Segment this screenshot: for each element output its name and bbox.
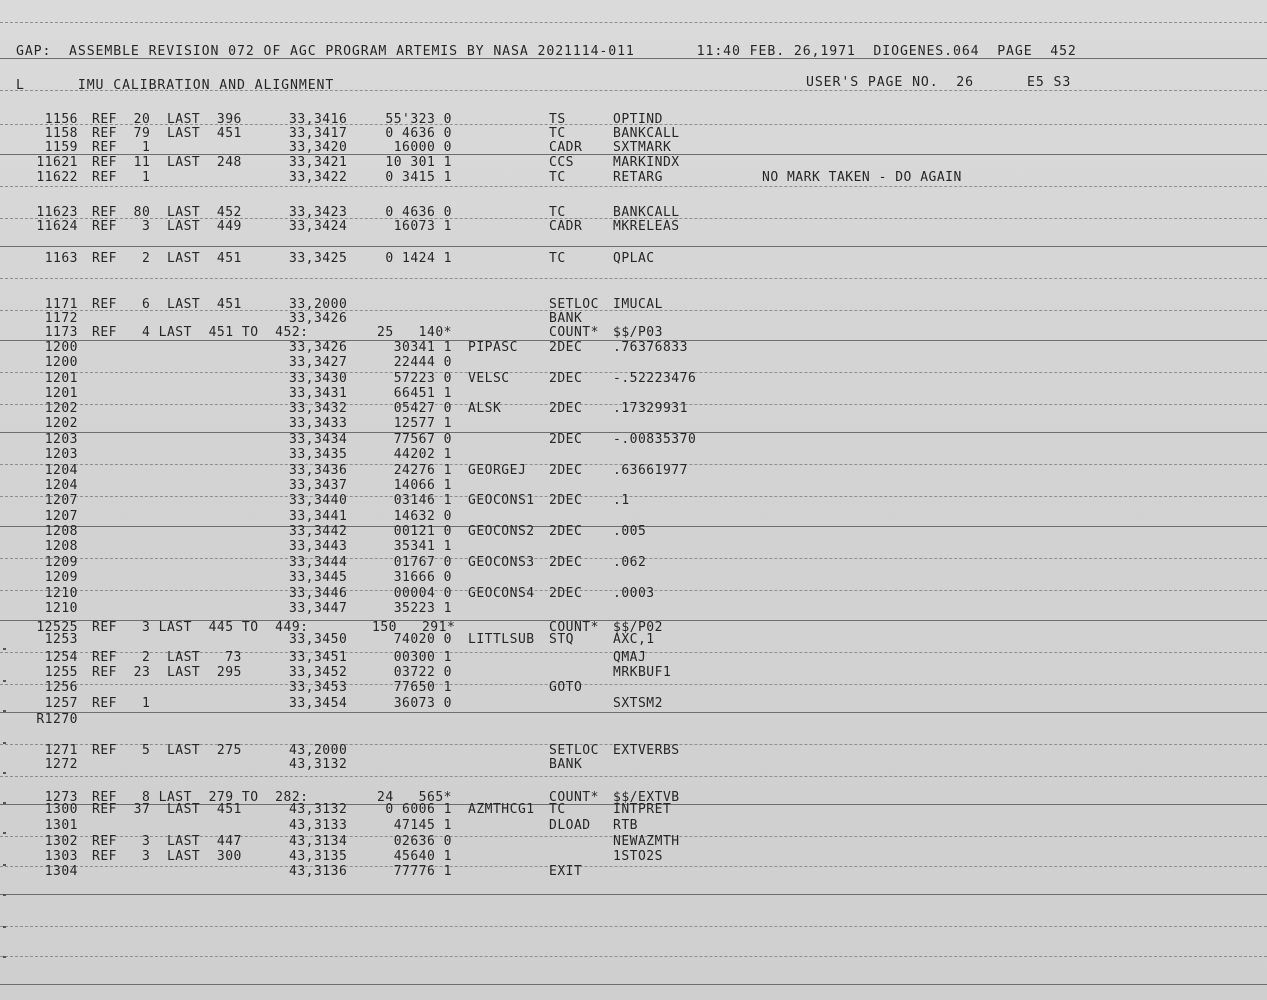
- reference-field: REF 3 LAST 445 TO 449:: [92, 620, 309, 635]
- listing-row: [0, 586, 1267, 601]
- reference-field: REF 20 LAST 396: [92, 112, 242, 127]
- octal-value: 16073 1: [393, 219, 452, 234]
- octal-value: 02636 0: [393, 834, 452, 849]
- operand: OPTIND: [613, 112, 663, 127]
- opcode: 2DEC: [549, 463, 583, 478]
- operand: RETARG: [613, 170, 663, 185]
- listing-row: [0, 355, 1267, 370]
- line-number: 1156: [44, 112, 78, 127]
- listing-row: [0, 818, 1267, 833]
- address-field: 33,3436: [289, 463, 348, 478]
- reference-field: REF 1: [92, 170, 151, 185]
- octal-value: 47145 1: [393, 818, 452, 833]
- opcode: COUNT*: [549, 790, 599, 805]
- opcode: STQ: [549, 632, 574, 647]
- address-field: 33,3434: [289, 432, 348, 447]
- octal-value: 03722 0: [393, 665, 452, 680]
- line-number: 1163: [44, 251, 78, 266]
- listing-row: [0, 416, 1267, 431]
- listing-row: [0, 219, 1267, 234]
- listing-row: [0, 834, 1267, 849]
- operand: .1: [613, 493, 630, 508]
- line-number: 1201: [44, 386, 78, 401]
- opcode: BANK: [549, 757, 583, 772]
- address-field: 33,3424: [289, 219, 348, 234]
- listing-row: [0, 401, 1267, 416]
- listing-row: [0, 432, 1267, 447]
- octal-value: 150 291*: [372, 620, 456, 635]
- address-field: 33,3420: [289, 140, 348, 155]
- listing-row: [0, 864, 1267, 879]
- listing-row: [0, 680, 1267, 695]
- symbol-label: GEORGEJ: [468, 463, 527, 478]
- reference-field: REF 37 LAST 451: [92, 802, 242, 817]
- opcode: CCS: [549, 155, 574, 170]
- paper-rule: [0, 984, 1267, 985]
- line-number: 11622: [36, 170, 78, 185]
- operand: MKRELEAS: [613, 219, 680, 234]
- address-field: 33,3446: [289, 586, 348, 601]
- paper-rule: [0, 186, 1267, 187]
- address-field: 33,3417: [289, 126, 348, 141]
- octal-value: 00300 1: [393, 650, 452, 665]
- opcode: TC: [549, 126, 566, 141]
- symbol-label: AZMTHCG1: [468, 802, 535, 817]
- octal-value: 31666 0: [393, 570, 452, 585]
- line-number: 1273: [44, 790, 78, 805]
- address-field: 43,3135: [289, 849, 348, 864]
- operand: .062: [613, 555, 647, 570]
- address-field: 33,3431: [289, 386, 348, 401]
- operand: 1STO2S: [613, 849, 663, 864]
- reference-field: REF 3 LAST 300: [92, 849, 242, 864]
- line-number: 1202: [44, 416, 78, 431]
- line-number: 1204: [44, 478, 78, 493]
- listing-row: [0, 493, 1267, 508]
- operand: .76376833: [613, 340, 688, 355]
- listing-row: [0, 743, 1267, 758]
- octal-value: 55'323 0: [385, 112, 452, 127]
- octal-value: 57223 0: [393, 371, 452, 386]
- listing-row: [0, 155, 1267, 170]
- line-number: 1171: [44, 297, 78, 312]
- address-field: 33,3440: [289, 493, 348, 508]
- operand: MRKBUF1: [613, 665, 672, 680]
- reference-field: REF 80 LAST 452: [92, 205, 242, 220]
- address-field: 33,3443: [289, 539, 348, 554]
- address-field: 33,3450: [289, 632, 348, 647]
- opcode: CADR: [549, 140, 583, 155]
- line-number: 1200: [44, 355, 78, 370]
- octal-value: 01767 0: [393, 555, 452, 570]
- listing-row: [0, 849, 1267, 864]
- operand: $$/P02: [613, 620, 663, 635]
- listing-row: [0, 340, 1267, 355]
- operand: IMUCAL: [613, 297, 663, 312]
- opcode: 2DEC: [549, 555, 583, 570]
- paper-rule: [0, 926, 1267, 927]
- listing-row: [0, 297, 1267, 312]
- octal-value: 44202 1: [393, 447, 452, 462]
- operand: $$/P03: [613, 325, 663, 340]
- opcode: 2DEC: [549, 586, 583, 601]
- listing-row: [0, 757, 1267, 772]
- octal-value: 0 1424 1: [385, 251, 452, 266]
- opcode: 2DEC: [549, 524, 583, 539]
- opcode: SETLOC: [549, 743, 599, 758]
- reference-field: REF 5 LAST 275: [92, 743, 242, 758]
- listing-row: [0, 311, 1267, 326]
- octal-value: 74020 0: [393, 632, 452, 647]
- listing-row: [0, 463, 1267, 478]
- operand: -.52223476: [613, 371, 697, 386]
- octal-value: 24 565*: [377, 790, 452, 805]
- reference-field: REF 23 LAST 295: [92, 665, 242, 680]
- octal-value: 35341 1: [393, 539, 452, 554]
- line-number: 1200: [44, 340, 78, 355]
- address-field: 33,3426: [289, 340, 348, 355]
- line-number: 1208: [44, 524, 78, 539]
- octal-value: 10 301 1: [385, 155, 452, 170]
- operand: QMAJ: [613, 650, 647, 665]
- margin-mark: [3, 894, 6, 896]
- reference-field: REF 3 LAST 447: [92, 834, 242, 849]
- address-field: 33,3445: [289, 570, 348, 585]
- line-number: 1203: [44, 432, 78, 447]
- opcode: TC: [549, 170, 566, 185]
- line-number: 1254: [44, 650, 78, 665]
- paper-rule: [0, 22, 1267, 23]
- address-field: 33,3433: [289, 416, 348, 431]
- listing-row: [0, 126, 1267, 141]
- address-field: 43,3136: [289, 864, 348, 879]
- listing-row: [0, 570, 1267, 585]
- listing-row: [0, 325, 1267, 340]
- octal-value: 0 3415 1: [385, 170, 452, 185]
- listing-row: [0, 371, 1267, 386]
- line-number: 11623: [36, 205, 78, 220]
- opcode: BANK: [549, 311, 583, 326]
- operand: AXC,1: [613, 632, 655, 647]
- reference-field: REF 3 LAST 449: [92, 219, 242, 234]
- listing-row: [0, 251, 1267, 266]
- address-field: 33,3451: [289, 650, 348, 665]
- opcode: TS: [549, 112, 566, 127]
- symbol-label: VELSC: [468, 371, 510, 386]
- line-number: 1210: [44, 586, 78, 601]
- line-number: 1256: [44, 680, 78, 695]
- octal-value: 35223 1: [393, 601, 452, 616]
- octal-value: 0 4636 0: [385, 126, 452, 141]
- line-number: 1255: [44, 665, 78, 680]
- opcode: TC: [549, 251, 566, 266]
- operand: SXTMARK: [613, 140, 672, 155]
- line-number: 1257: [44, 696, 78, 711]
- line-number: 1209: [44, 555, 78, 570]
- octal-value: 00004 0: [393, 586, 452, 601]
- operand: .63661977: [613, 463, 688, 478]
- octal-value: 36073 0: [393, 696, 452, 711]
- line-number: R1270: [36, 712, 78, 727]
- reference-field: REF 1: [92, 696, 151, 711]
- opcode: 2DEC: [549, 371, 583, 386]
- opcode: EXIT: [549, 864, 583, 879]
- address-field: 33,3432: [289, 401, 348, 416]
- margin-mark: [3, 956, 6, 958]
- listing-row: [0, 386, 1267, 401]
- octal-value: 14632 0: [393, 509, 452, 524]
- address-field: 33,3437: [289, 478, 348, 493]
- address-field: 33,3442: [289, 524, 348, 539]
- octal-value: 12577 1: [393, 416, 452, 431]
- reference-field: REF 11 LAST 248: [92, 155, 242, 170]
- octal-value: 77567 0: [393, 432, 452, 447]
- paper-rule: [0, 956, 1267, 957]
- symbol-label: ALSK: [468, 401, 502, 416]
- address-field: 33,3425: [289, 251, 348, 266]
- listing-row: [0, 539, 1267, 554]
- line-number: 1303: [44, 849, 78, 864]
- octal-value: 66451 1: [393, 386, 452, 401]
- octal-value: 00121 0: [393, 524, 452, 539]
- line-number: 1204: [44, 463, 78, 478]
- line-number: 1158: [44, 126, 78, 141]
- listing-row: [0, 802, 1267, 817]
- line-number: 1201: [44, 371, 78, 386]
- octal-value: 14066 1: [393, 478, 452, 493]
- line-number: 1210: [44, 601, 78, 616]
- octal-value: 77650 1: [393, 680, 452, 695]
- line-number: 1207: [44, 509, 78, 524]
- opcode: DLOAD: [549, 818, 591, 833]
- listing-row: [0, 696, 1267, 711]
- listing-row: [0, 524, 1267, 539]
- paper-rule: [0, 894, 1267, 895]
- octal-value: 16000 0: [393, 140, 452, 155]
- opcode: GOTO: [549, 680, 583, 695]
- listing-row: [0, 170, 1267, 185]
- line-number: 11624: [36, 219, 78, 234]
- paper-rule: [0, 278, 1267, 279]
- listing-row: [0, 112, 1267, 127]
- paper-rule: [0, 776, 1267, 777]
- listing-row: [0, 205, 1267, 220]
- listing-row: [0, 509, 1267, 524]
- section-title: L IMU CALIBRATION AND ALIGNMENT: [16, 78, 335, 93]
- operand: EXTVERBS: [613, 743, 680, 758]
- address-field: 43,3133: [289, 818, 348, 833]
- listing-row: [0, 140, 1267, 155]
- address-field: 33,2000: [289, 297, 348, 312]
- symbol-label: GEOCONS2: [468, 524, 535, 539]
- octal-value: 22444 0: [393, 355, 452, 370]
- operand: RTB: [613, 818, 638, 833]
- reference-field: REF 1: [92, 140, 151, 155]
- line-number: 11621: [36, 155, 78, 170]
- octal-value: 25 140*: [377, 325, 452, 340]
- octal-value: 30341 1: [393, 340, 452, 355]
- octal-value: 77776 1: [393, 864, 452, 879]
- opcode: TC: [549, 802, 566, 817]
- listing-row: [0, 650, 1267, 665]
- address-field: 33,3430: [289, 371, 348, 386]
- address-field: 33,3454: [289, 696, 348, 711]
- octal-value: 45640 1: [393, 849, 452, 864]
- address-field: 33,3452: [289, 665, 348, 680]
- reference-field: REF 4 LAST 451 TO 452:: [92, 325, 309, 340]
- listing-row: [0, 478, 1267, 493]
- address-field: 33,3453: [289, 680, 348, 695]
- octal-value: 0 6006 1: [385, 802, 452, 817]
- listing-row: [0, 665, 1267, 680]
- opcode: 2DEC: [549, 432, 583, 447]
- address-field: 33,3447: [289, 601, 348, 616]
- listing-row: [0, 712, 1267, 727]
- operand: NEWAZMTH: [613, 834, 680, 849]
- listing-row: [0, 555, 1267, 570]
- operand: .0003: [613, 586, 655, 601]
- line-number: 1207: [44, 493, 78, 508]
- line-number: 1203: [44, 447, 78, 462]
- symbol-label: PIPASC: [468, 340, 518, 355]
- address-field: 33,3422: [289, 170, 348, 185]
- operand: QPLAC: [613, 251, 655, 266]
- margin-mark: [3, 926, 6, 928]
- address-field: 33,3441: [289, 509, 348, 524]
- opcode: CADR: [549, 219, 583, 234]
- operand: .17329931: [613, 401, 688, 416]
- address-field: 43,3132: [289, 802, 348, 817]
- reference-field: REF 6 LAST 451: [92, 297, 242, 312]
- address-field: 33,3444: [289, 555, 348, 570]
- opcode: 2DEC: [549, 493, 583, 508]
- address-field: 33,3421: [289, 155, 348, 170]
- line-number: 1272: [44, 757, 78, 772]
- listing-header: GAP: ASSEMBLE REVISION 072 OF AGC PROGRAM ARTEMIS BY NASA 2021114-011 11:40 FEB. 26,1971 DIOGENES.064 PAGE 452: [16, 44, 1077, 59]
- opcode: SETLOC: [549, 297, 599, 312]
- opcode: 2DEC: [549, 340, 583, 355]
- listing-row: [0, 447, 1267, 462]
- address-field: 43,2000: [289, 743, 348, 758]
- octal-value: 24276 1: [393, 463, 452, 478]
- address-field: 43,3132: [289, 757, 348, 772]
- operand: $$/EXTVB: [613, 790, 680, 805]
- operand: SXTSM2: [613, 696, 663, 711]
- listing-row: [0, 632, 1267, 647]
- paper-rule: [0, 246, 1267, 247]
- address-field: 33,3416: [289, 112, 348, 127]
- line-number: 1302: [44, 834, 78, 849]
- line-number: 1208: [44, 539, 78, 554]
- line-number: 1300: [44, 802, 78, 817]
- opcode: COUNT*: [549, 620, 599, 635]
- reference-field: REF 2 LAST 73: [92, 650, 242, 665]
- symbol-label: GEOCONS3: [468, 555, 535, 570]
- octal-value: 0 4636 0: [385, 205, 452, 220]
- line-number: 1301: [44, 818, 78, 833]
- reference-field: REF 8 LAST 279 TO 282:: [92, 790, 309, 805]
- users-page-number: USER'S PAGE NO. 26 E5 S3: [806, 75, 1072, 90]
- operand: BANKCALL: [613, 205, 680, 220]
- line-number: 1202: [44, 401, 78, 416]
- listing-row: [0, 601, 1267, 616]
- line-number: 12525: [36, 620, 78, 635]
- address-field: 33,3427: [289, 355, 348, 370]
- octal-value: 03146 1: [393, 493, 452, 508]
- operand: .005: [613, 524, 647, 539]
- symbol-label: GEOCONS4: [468, 586, 535, 601]
- line-number: 1253: [44, 632, 78, 647]
- address-field: 33,3426: [289, 311, 348, 326]
- symbol-label: GEOCONS1: [468, 493, 535, 508]
- address-field: 33,3423: [289, 205, 348, 220]
- operand: BANKCALL: [613, 126, 680, 141]
- address-field: 43,3134: [289, 834, 348, 849]
- octal-value: 05427 0: [393, 401, 452, 416]
- line-number: 1271: [44, 743, 78, 758]
- line-number: 1173: [44, 325, 78, 340]
- line-number: 1304: [44, 864, 78, 879]
- opcode: TC: [549, 205, 566, 220]
- symbol-label: LITTLSUB: [468, 632, 535, 647]
- address-field: 33,3435: [289, 447, 348, 462]
- opcode: COUNT*: [549, 325, 599, 340]
- line-number: 1209: [44, 570, 78, 585]
- comment: NO MARK TAKEN - DO AGAIN: [762, 170, 962, 185]
- operand: -.00835370: [613, 432, 697, 447]
- line-number: 1172: [44, 311, 78, 326]
- operand: INTPRET: [613, 802, 672, 817]
- line-number: 1159: [44, 140, 78, 155]
- reference-field: REF 79 LAST 451: [92, 126, 242, 141]
- reference-field: REF 2 LAST 451: [92, 251, 242, 266]
- opcode: 2DEC: [549, 401, 583, 416]
- operand: MARKINDX: [613, 155, 680, 170]
- margin-mark: [3, 772, 6, 774]
